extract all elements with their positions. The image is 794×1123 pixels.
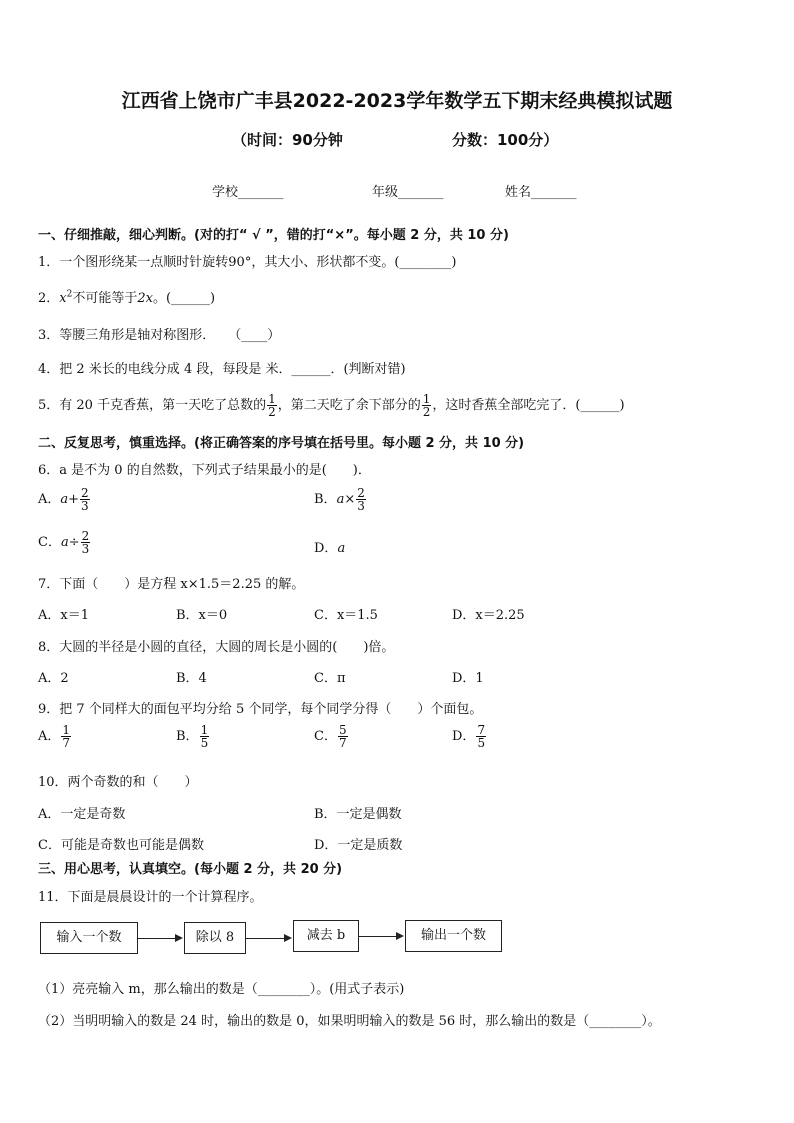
fraction-one-half (267, 393, 277, 418)
question-1: 1．一个图形绕某一点顺时针旋转90°，其大小、形状都不变。(________) (38, 255, 457, 270)
fraction-numerator: 1 (422, 392, 431, 406)
question-10: 10．两个奇数的和（ ） (38, 775, 198, 790)
q7-option-d: D．x＝2.25 (452, 608, 525, 623)
question-4: 4．把 2 米长的电线分成 4 段，每段是 米．______．(判断对错) (38, 362, 406, 377)
option-expr: a× (336, 492, 356, 507)
question-11-part-1: （1）亮亮输入 m，那么输出的数是（________）。(用式子表示) (38, 982, 405, 997)
question-3: 3．等腰三角形是轴对称图形． （____） (38, 328, 281, 343)
fraction-denominator: 7 (62, 736, 71, 750)
q6-option-d (314, 537, 345, 556)
q10-option-d: D．一定是质数 (314, 838, 403, 853)
fraction-denominator: 3 (357, 499, 365, 513)
option-label: B． (176, 729, 199, 744)
q7-option-a: A．x＝1 (38, 608, 89, 623)
fraction-numerator: 1 (62, 723, 71, 737)
fraction-numerator: 5 (338, 723, 347, 737)
q5-part-b: ，第二天吃了余下部分的 (277, 398, 421, 413)
option-label: D． (452, 729, 476, 744)
q9-option-c (314, 724, 349, 749)
fraction-two-thirds (356, 487, 366, 512)
fraction (476, 724, 486, 749)
flow-arrow-head-icon (284, 934, 292, 942)
q2-exponent: 2 (66, 289, 73, 300)
q9-option-d (452, 724, 487, 749)
q9-option-a (38, 724, 72, 749)
q6-option-a (38, 487, 91, 512)
q7-option-c: C．x＝1.5 (314, 608, 378, 623)
flow-arrow-line (358, 936, 396, 937)
option-label: A． (38, 492, 61, 507)
q8-option-d: D．1 (452, 671, 484, 686)
q2-2x: 2x (137, 291, 153, 306)
option-label: C． (38, 535, 61, 550)
fraction-denominator: 2 (268, 405, 276, 419)
fraction-denominator: 3 (81, 542, 90, 556)
fraction-denominator: 3 (81, 499, 89, 513)
fraction (61, 724, 71, 749)
q5-part-a: 5．有 20 千克香蕉，第一天吃了总数的 (38, 398, 267, 413)
fraction-numerator: 1 (268, 392, 276, 406)
flow-arrow-head-icon (396, 932, 404, 940)
fraction-numerator: 1 (200, 723, 209, 737)
q9-option-b (176, 724, 210, 749)
fraction-denominator: 7 (338, 736, 347, 750)
question-9: 9．把 7 个同样大的面包平均分给 5 个同学，每个同学分得（ ）个面包。 (38, 702, 483, 717)
q10-option-b: B．一定是偶数 (314, 807, 402, 822)
q6-option-c (38, 530, 91, 555)
q2-suffix: 。(______) (152, 291, 216, 306)
question-8: 8．大圆的半径是小圆的直径，大圆的周长是小圆的( )倍。 (38, 640, 395, 655)
q2-mid: 不可能等于 (72, 291, 138, 306)
question-2 (38, 287, 215, 306)
q8-option-c: C．π (314, 671, 346, 686)
fraction-numerator: 2 (81, 486, 89, 500)
section-3-title: 三、用心思考，认真填空。(每小题 2 分，共 20 分) (38, 862, 343, 877)
flow-step-output: 输出一个数 (405, 920, 502, 952)
question-11-part-2: （2）当明明输入的数是 24 时，输出的数是 0，如果明明输入的数是 56 时，那么输出的数是（________）。 (38, 1014, 661, 1029)
section-2-title: 二、反复思考，慎重选择。(将正确答案的序号填在括号里。每小题 2 分，共 10 分) (38, 436, 525, 451)
option-label: A． (38, 729, 61, 744)
flow-step-subtract: 减去 b (293, 920, 359, 952)
q10-option-a: A．一定是奇数 (38, 807, 126, 822)
q8-option-a: A．2 (38, 671, 69, 686)
q6-option-b (314, 487, 367, 512)
question-6: 6．a 是不为 0 的自然数，下列式子结果最小的是( )． (38, 463, 371, 478)
question-11: 11．下面是晨晨设计的一个计算程序。 (38, 890, 263, 905)
q5-part-c: ，这时香蕉全部吃完了．(______) (432, 398, 625, 413)
fraction (338, 724, 348, 749)
flow-arrow-head-icon (175, 934, 183, 942)
q10-option-c: C．可能是奇数也可能是偶数 (38, 838, 204, 853)
option-expr: a (337, 541, 346, 556)
school-field: 学校_______ (212, 185, 284, 200)
name-field: 姓名_______ (505, 185, 577, 200)
fraction-numerator: 2 (357, 486, 365, 500)
exam-time: （时间：90分钟 (232, 131, 343, 149)
question-7: 7．下面（ ）是方程 x×1.5＝2.25 的解。 (38, 577, 305, 592)
fraction-denominator: 5 (477, 736, 486, 750)
fraction-numerator: 2 (81, 529, 90, 543)
flow-arrow-line (245, 938, 284, 939)
q2-prefix: 2． (38, 291, 60, 306)
option-label: D． (314, 541, 338, 556)
flow-step-divide: 除以 8 (184, 922, 246, 954)
question-5 (38, 393, 625, 418)
fraction (200, 724, 210, 749)
q7-option-b: B．x＝0 (176, 608, 228, 623)
q8-option-b: B．4 (176, 671, 207, 686)
option-label: C． (314, 729, 337, 744)
fraction-denominator: 5 (200, 736, 209, 750)
option-expr: a÷ (60, 535, 80, 550)
fraction-two-thirds (81, 530, 91, 555)
option-expr: a+ (60, 492, 80, 507)
exam-score: 分数：100分） (452, 131, 559, 149)
flow-step-input: 输入一个数 (40, 922, 138, 954)
fraction-one-half (422, 393, 432, 418)
fraction-two-thirds (80, 487, 90, 512)
page-title: 江西省上饶市广丰县2022-2023学年数学五下期末经典模拟试题 (121, 90, 673, 112)
q2-x: x (59, 291, 67, 306)
section-1-title: 一、仔细推敲，细心判断。(对的打“ √ ”，错的打“×”。每小题 2 分，共 10 分) (38, 228, 509, 243)
grade-field: 年级_______ (372, 185, 444, 200)
fraction-numerator: 7 (477, 723, 486, 737)
flow-arrow-line (137, 938, 175, 939)
option-label: B． (314, 492, 337, 507)
fraction-denominator: 2 (422, 405, 431, 419)
